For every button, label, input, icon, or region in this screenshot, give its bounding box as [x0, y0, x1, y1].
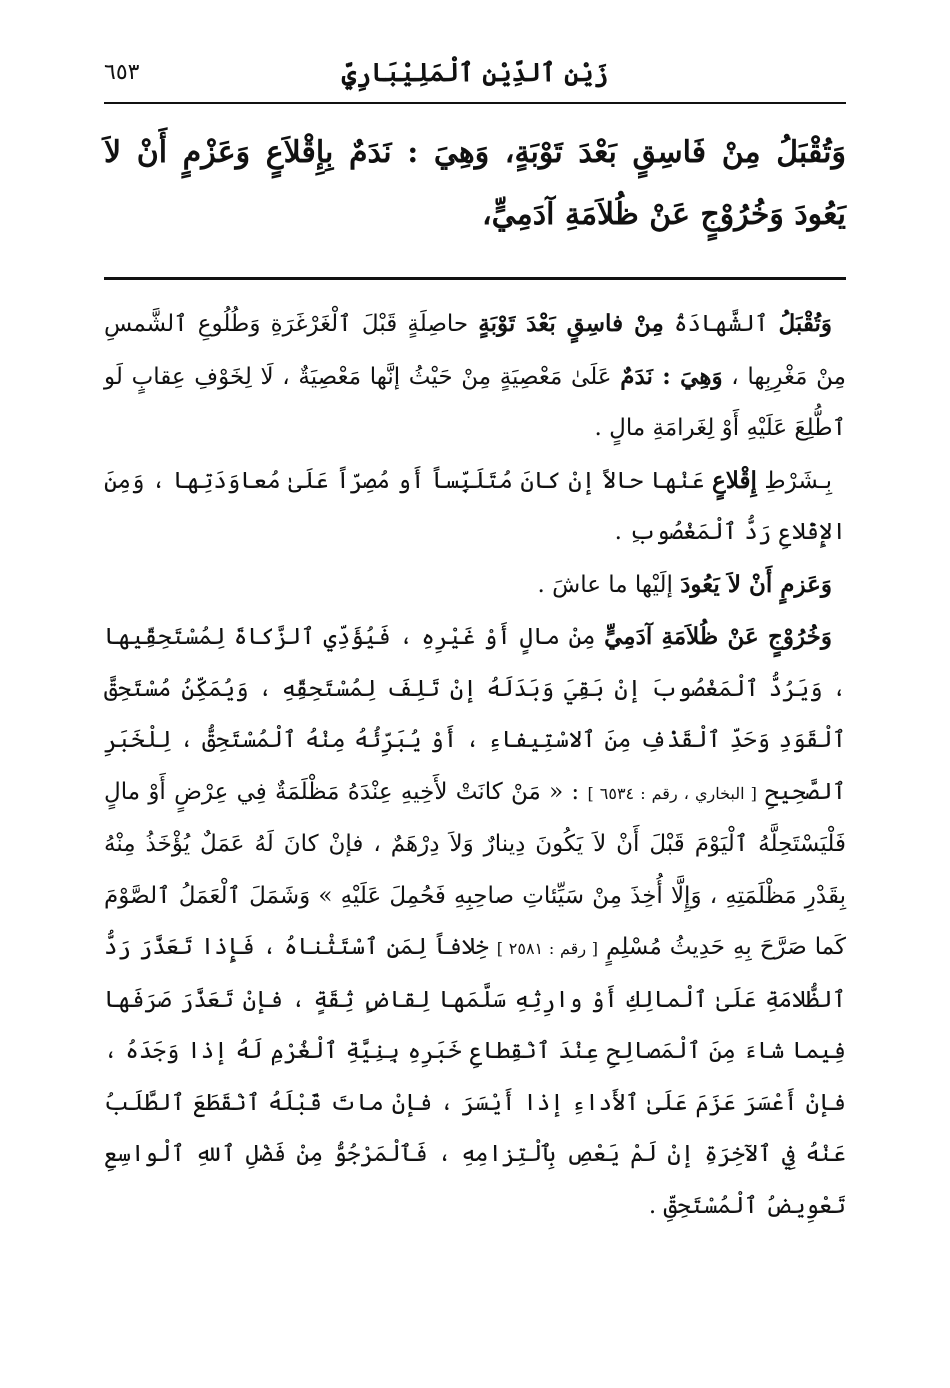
commentary-paragraph [104, 298, 846, 455]
commentary-text: ٱلشَّهادَةُ [663, 311, 779, 337]
page-header [104, 52, 846, 104]
page-number: ٦٥٣ [104, 60, 140, 85]
commentary-body [104, 298, 846, 1232]
source-reference: [ البخاري ، رقم : ٦٥٣٤ ] [587, 783, 757, 803]
matn-quote: وَهِيَ : نَدَمٌ [620, 362, 723, 390]
commentary-text: خِلافاً لِمَنِ ٱسْتَثْناهُ ، فَإِذا تَعَذَّرَ رَدُّ ٱلظُّلامَةِ عَلَىٰ ٱلْمالِكِ أَوْ وارِثِهِ سَلَّمَها لِقاضٍ ثِقَةٍ ، فإنْ تَعَذَّرَ صَرَفَها فِيما شاءَ مِنَ ٱلْمَصالِحِ عِنْدَ ٱنْقِطاعِ خَبَرِهِ بِنِيَّةِ ٱلْغُرْمِ لَهُ إذا وَجَدَهُ ، فإنْ أَعْسَرَ عَزَمَ عَلَىٰ ٱلأَداءِ إذا أَيْسَرَ ، فإنْ ماتَ قَبْلَهُ ٱنْقَطَعَ ٱلطَّلَبُ عَنْهُ فِي ٱلآخِرَةِ إنْ لَمْ يَعْصِ بِٱلْتِزامِهِ ، فَٱلْمَرْجُوُّ مِنْ فَضْلِ ٱللهِ ٱلْواسِعِ تَعْوِيضُ ٱلْمُسْتَحِقِّ . [104, 934, 846, 1219]
commentary-paragraph [104, 611, 846, 1232]
matn-quote: مِنْ فاسِقٍ بَعْدَ تَوْبَةٍ [478, 310, 664, 337]
commentary-text: : « مَنْ كانَتْ لأَخِيهِ عِنْدَهُ مَظْلَمَةٌ فِي عِرْضٍ أَوْ مالٍ فَلْيَسْتَحِلَّهُ ٱلْيَوْمَ قَبْلَ أَنْ لاَ يَكُونَ دِينارٌ وَلاَ دِرْهَمٌ ، فإنْ كانَ لَهُ عَمَلٌ يُؤْخَذُ مِنْهُ بِقَدْرِ مَظْلَمَتِهِ ، وَإِلَّا أُخِذَ مِنْ سَيِّئاتِ صاحِبِهِ فَحُمِلَ عَلَيْهِ » وَشَمَلَ ٱلْعَمَلُ ٱلصَّوْمَ كَما صَرَّحَ بِهِ حَدِيثُ مُسْلِمٍ [104, 778, 846, 960]
commentary-paragraph [104, 559, 846, 612]
commentary-text: بِـشَرْطِ [756, 467, 832, 494]
matn-quote: وَخُرُوْجٍ عَنْ ظُلاَمَةِ آدَمِيٍّ [604, 623, 832, 650]
commentary-text: عَنْها حالاً إنْ كانَ مُتَلَبِّساً أَو مُصِرّاً عَلَىٰ مُعاوَدَتِها ، وَمِنَ الإِقْلاعِ رَدُّ ٱلْمَغْصُوبِ . [104, 467, 846, 545]
matn-text: وَتُقْبَلُ مِنْ فَاسِقٍ بَعْدَ تَوْبَةٍ، وَهِيَ : نَدَمٌ بِإِقْلاَعٍ وَعَزْمٍ أَنْ لاَ يَعُودَ وَخُرُوْجٍ عَنْ ظُلاَمَةِ آدَمِيٍّ، [104, 135, 846, 232]
divider-line [104, 277, 846, 280]
commentary-text: حاصِلَةٍ قَبْلَ ٱلْغَرْغَرَةِ وَطُلُوعِ ٱلشَّمسِ مِنْ مَغْرِبِها ، [104, 311, 846, 390]
matn-quote: وَعَزمٍ أَنْ لاَ يَعُودَ [680, 570, 832, 598]
commentary-paragraph [104, 455, 846, 559]
source-reference: [ رقم : ٢٥٨١ ] [496, 939, 599, 958]
matn-quote: وَتُقْبَلُ [778, 310, 832, 337]
commentary-text: مِنْ مالٍ أَوْ غَيْرِهِ ، فَيُؤَدِّي ٱلزَّكاةَ لِمُسْتَحِقِّيها ، وَيَرُدُّ ٱلْمَغْصُوبَ إنْ بَقِيَ وَبَدَلَهُ إنْ تَلِفَ لِمُسْتَحِقِّهِ ، وَيُمَكِّنُ مُسْتَحِقَّ ٱلْقَوَدِ وَحَدِّ ٱلْقَذْفِ مِنَ ٱلاسْتِيفاءِ ، أَوْ يُبَرِّئُهُ مِنْهُ ٱلْمُسْتَحِقُّ ، لِلْخَبَرِ ٱلصَّحِيحِ [104, 624, 847, 805]
running-title: زَيْن ٱلدِّيْن ٱلْمَلِيْبَارِيِّ [341, 58, 609, 87]
commentary-text: عَلَىٰ مَعْصِيَةٍ مِنْ حَيْثُ إنَّها مَعْصِيَةٌ ، لَا لِخَوْفِ عِقابٍ لَو ٱطُّلِعَ عَلَيْهِ أَوْ لِغَرامَةِ مالٍ . [104, 363, 846, 441]
commentary-text: إلَيْها ما عاشَ . [537, 571, 681, 598]
matn-quote: إِقْلاعٍ [712, 466, 757, 494]
